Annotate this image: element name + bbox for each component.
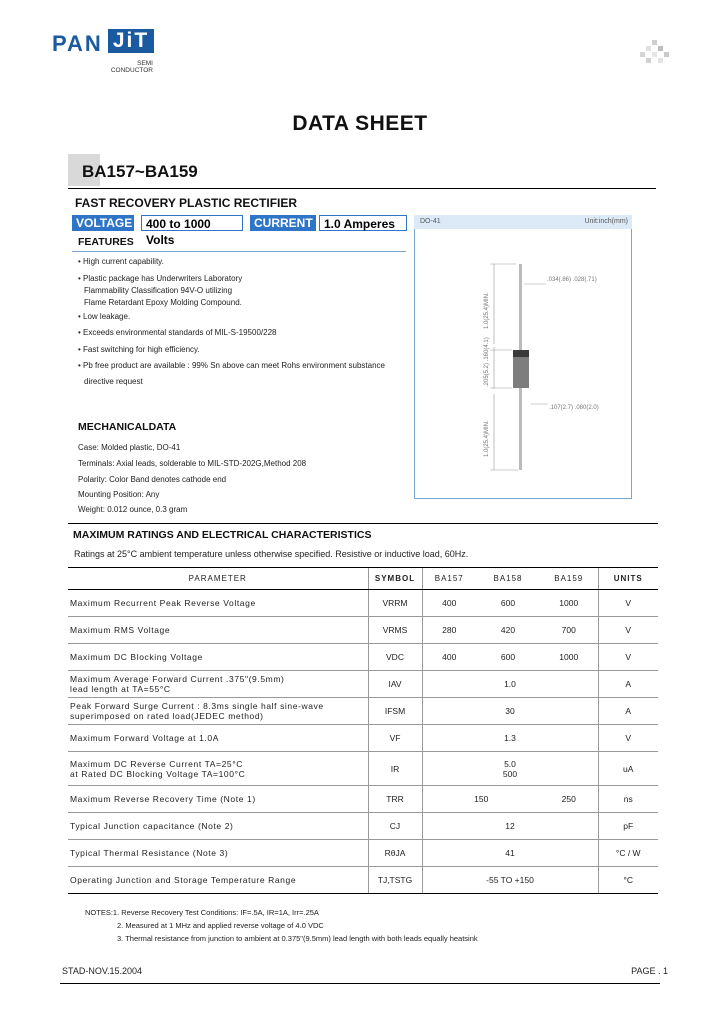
value-cell: 1.0 <box>422 671 598 698</box>
mechanical-item: Case: Molded plastic, DO-41 <box>78 443 181 452</box>
logo-subtitle-line1: SEMI <box>137 60 153 67</box>
footer-page: PAGE . 1 <box>631 966 668 976</box>
table-row <box>68 671 658 698</box>
bottom-lead <box>519 388 522 470</box>
value-cell: 280 <box>422 617 476 644</box>
product-subtitle: FAST RECOVERY PLASTIC RECTIFIER <box>75 196 298 210</box>
note-line: NOTES:1. Reverse Recovery Test Conditions: IF=.5A, IR=1A, Irr=.25A <box>85 908 319 917</box>
symbol-cell: VRRM <box>368 590 422 617</box>
symbol-cell: VF <box>368 725 422 752</box>
symbol-cell: TJ,TSTG <box>368 867 422 894</box>
feature-item <box>78 327 276 339</box>
feature-line: directive request <box>84 377 143 386</box>
footer-rule <box>60 983 660 984</box>
symbol-cell: IAV <box>368 671 422 698</box>
feature-item <box>78 360 385 388</box>
param-cell: Maximum DC Reverse Current TA=25°C at Rated DC Blocking Voltage TA=100°C <box>68 752 368 786</box>
symbol-cell: RθJA <box>368 840 422 867</box>
feature-line: • Plastic package has Underwriters Laboratory <box>78 274 243 283</box>
diode-outline-drawing <box>414 229 632 499</box>
unit-cell: °C / W <box>598 840 658 867</box>
value-cell: 12 <box>422 813 598 840</box>
table-row <box>68 840 658 867</box>
value-cell: 600 <box>476 590 540 617</box>
logo-subtitle-line2: CONDUCTOR <box>110 67 153 74</box>
param-cell: Typical Junction capacitance (Note 2) <box>68 813 368 840</box>
table-header-row <box>68 568 658 590</box>
current-label: CURRENT <box>250 215 316 231</box>
decorative-dots-icon <box>640 40 670 70</box>
symbol-cell: TRR <box>368 786 422 813</box>
logo-jit-text: JiT <box>108 29 154 53</box>
param-cell: Peak Forward Surge Current : 8.3ms single half sine-wave superimposed on rated load(JEDEC method) <box>68 698 368 725</box>
package-header <box>414 215 632 229</box>
unit-cell: ns <box>598 786 658 813</box>
param-cell: Operating Junction and Storage Temperature Range <box>68 867 368 894</box>
value-cell: 1.3 <box>422 725 598 752</box>
col-ba157: BA157 <box>422 568 476 590</box>
dim-body-dia: .107(2.7) .080(2.0) <box>549 405 599 411</box>
param-cell: Maximum RMS Voltage <box>68 617 368 644</box>
param-cell: Maximum Reverse Recovery Time (Note 1) <box>68 786 368 813</box>
param-cell: Maximum Average Forward Current .375"(9.5mm) lead length at TA=55°C <box>68 671 368 698</box>
top-lead <box>519 264 522 352</box>
param-cell: Maximum Forward Voltage at 1.0A <box>68 725 368 752</box>
mechanical-item: Polarity: Color Band denotes cathode end <box>78 475 227 484</box>
unit-cell: V <box>598 644 658 671</box>
unit-cell: °C <box>598 867 658 894</box>
feature-line: • Pb free product are available : 99% Sn above can meet Rohs environment substance <box>78 361 385 370</box>
ratings-heading: MAXIMUM RATINGS AND ELECTRICAL CHARACTERISTICS <box>73 529 372 541</box>
value-cell: 600 <box>476 644 540 671</box>
feature-line: • High current capability. <box>78 257 164 266</box>
col-ba158: BA158 <box>476 568 540 590</box>
unit-cell: V <box>598 617 658 644</box>
value-cell: 5.0 500 <box>422 752 598 786</box>
ratings-table <box>68 567 658 894</box>
feature-item <box>78 344 200 356</box>
page-title: DATA SHEET <box>292 112 428 135</box>
feature-line: • Fast switching for high efficiency. <box>78 345 200 354</box>
table-row <box>68 698 658 725</box>
value-cell: 400 <box>422 644 476 671</box>
footer-date: STAD-NOV.15.2004 <box>62 966 143 976</box>
value-cell: 250 <box>540 786 598 813</box>
logo-pan-text: PAN <box>52 31 103 56</box>
symbol-cell: VRMS <box>368 617 422 644</box>
symbol-cell: VDC <box>368 644 422 671</box>
value-cell: 30 <box>422 698 598 725</box>
divider <box>68 523 658 524</box>
package-units: Unit:inch(mm) <box>584 218 628 225</box>
ratings-note: Ratings at 25°C ambient temperature unless otherwise specified. Resistive or inductive load, 60Hz. <box>74 549 469 559</box>
col-ba159: BA159 <box>540 568 598 590</box>
note-line: 3. Thermal resistance from junction to ambient at 0.375"(9.5mm) lead length with both leads equally heatsink <box>117 934 478 943</box>
part-number: BA157~BA159 <box>82 162 198 181</box>
col-symbol: SYMBOL <box>368 568 422 590</box>
table-row <box>68 725 658 752</box>
value-cell: 1000 <box>540 644 598 671</box>
table-row <box>68 590 658 617</box>
table-row <box>68 786 658 813</box>
symbol-cell: CJ <box>368 813 422 840</box>
dim-lead-length-2: 1.0(25.4)MIN. <box>484 420 490 457</box>
table-row <box>68 813 658 840</box>
table-row <box>68 644 658 671</box>
value-cell: -55 TO +150 <box>422 867 598 894</box>
voltage-value: 400 to 1000 Volts <box>141 215 243 231</box>
symbol-cell: IFSM <box>368 698 422 725</box>
param-cell: Typical Thermal Resistance (Note 3) <box>68 840 368 867</box>
symbol-cell: IR <box>368 752 422 786</box>
unit-cell: pF <box>598 813 658 840</box>
feature-line: Flammability Classification 94V-O utilizing <box>84 286 233 295</box>
param-cell: Maximum DC Blocking Voltage <box>68 644 368 671</box>
feature-item <box>78 256 164 268</box>
mechanical-item: Weight: 0.012 ounce, 0.3 gram <box>78 505 188 514</box>
unit-cell: V <box>598 590 658 617</box>
mechanical-heading: MECHANICALDATA <box>78 421 177 433</box>
param-cell: Maximum Recurrent Peak Reverse Voltage <box>68 590 368 617</box>
col-units: UNITS <box>598 568 658 590</box>
package-name: DO-41 <box>420 218 441 225</box>
table-row <box>68 867 658 894</box>
value-cell: 400 <box>422 590 476 617</box>
logo-subtitle <box>105 60 153 74</box>
mechanical-item: Mounting Position: Any <box>78 490 160 499</box>
features-rule <box>72 251 406 252</box>
unit-cell: V <box>598 725 658 752</box>
unit-cell: A <box>598 671 658 698</box>
dim-lead-dia: .034(.86) .028(.71) <box>547 277 597 283</box>
mechanical-item: Terminals: Axial leads, solderable to MIL-STD-202G,Method 208 <box>78 459 307 468</box>
value-cell: 420 <box>476 617 540 644</box>
value-cell: 700 <box>540 617 598 644</box>
value-cell: 150 <box>422 786 540 813</box>
dim-body-length: .205(5.2) .160(4.1) <box>484 337 490 387</box>
note-line: 2. Measured at 1 MHz and applied reverse voltage of 4.0 VDC <box>117 921 324 930</box>
unit-cell: uA <box>598 752 658 786</box>
features-heading: FEATURES <box>78 236 134 248</box>
feature-item <box>78 311 130 323</box>
current-value: 1.0 Amperes <box>319 215 407 231</box>
feature-line: • Exceeds environmental standards of MIL-S-19500/228 <box>78 328 277 337</box>
value-cell: 1000 <box>540 590 598 617</box>
col-parameter: PARAMETER <box>68 568 368 590</box>
dim-lead-length: 1.0(25.4)MIN. <box>484 292 490 329</box>
cathode-band <box>513 350 529 357</box>
unit-cell: A <box>598 698 658 725</box>
feature-line: Flame Retardant Epoxy Molding Compound. <box>84 298 242 307</box>
divider <box>68 188 656 189</box>
table-row <box>68 752 658 786</box>
feature-item <box>78 273 242 309</box>
feature-line: • Low leakage. <box>78 312 131 321</box>
value-cell: 41 <box>422 840 598 867</box>
voltage-label: VOLTAGE <box>72 215 134 231</box>
table-row <box>68 617 658 644</box>
